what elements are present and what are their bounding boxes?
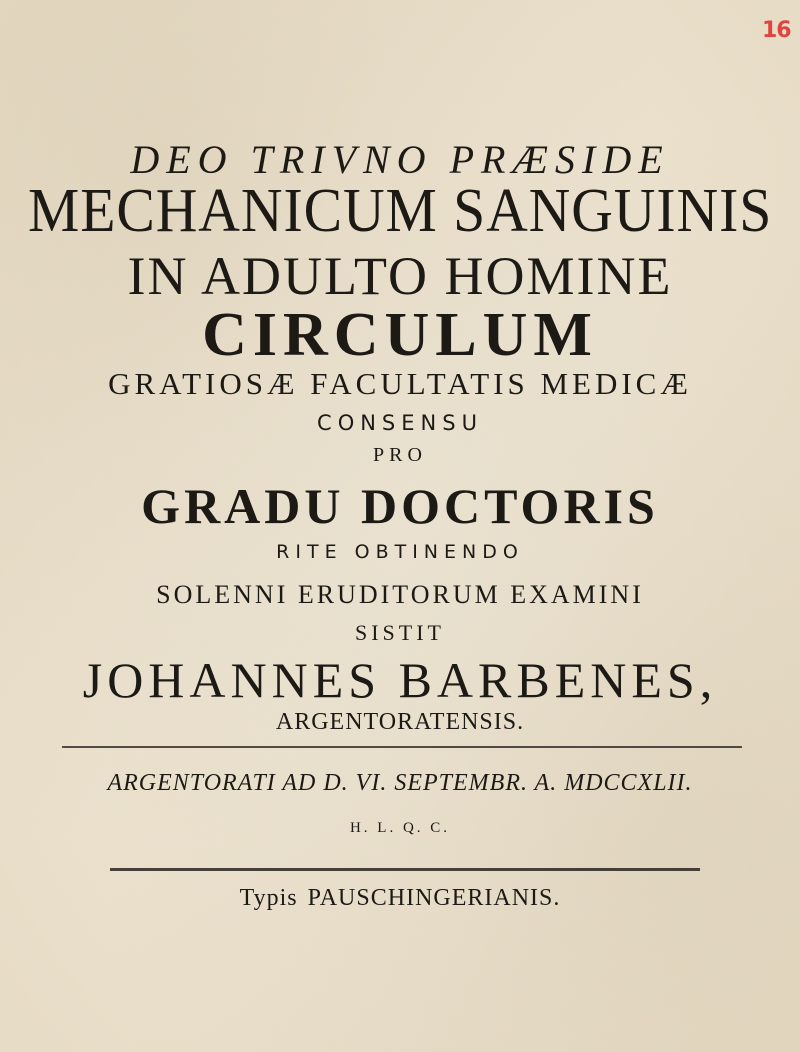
imprint-place-line: H. L. Q. C. [349,820,451,836]
degree-line: GRADU DOCTORIS [141,478,659,534]
faculty-line: GRATIOSÆ FACULTATIS MEDICÆ [108,366,692,401]
divider-rule-bottom [110,868,700,871]
imprint-date-line: ARGENTORATI AD D. VI. SEPTEMBR. A. MDCCXLII. [107,770,693,796]
obtaining-line: RITE OBTINENDO [276,541,524,563]
consent-line: CONSENSU [317,411,483,435]
title-line-2: IN ADULTO HOMINE [127,246,673,306]
printer-prefix: Typis [239,885,298,911]
printer-name: PAUSCHINGERIANIS. [307,885,561,911]
printer-line [0,885,800,912]
page-number-mark: 16 [762,18,791,43]
title-line-1: MECHANICUM SANGUINIS [28,177,773,245]
dedication-line: DEO TRIVNO PRÆSIDE [130,137,670,182]
divider-rule-top [62,746,742,748]
title-line-3: CIRCULUM [202,301,598,369]
author-name: JOHANNES BARBENES, [82,652,718,708]
pro-line: PRO [373,444,427,466]
examination-line: SOLENNI ERUDITORUM EXAMINI [156,580,644,609]
presents-line: SISTIT [355,620,445,645]
author-origin: ARGENTORATENSIS. [275,709,525,735]
